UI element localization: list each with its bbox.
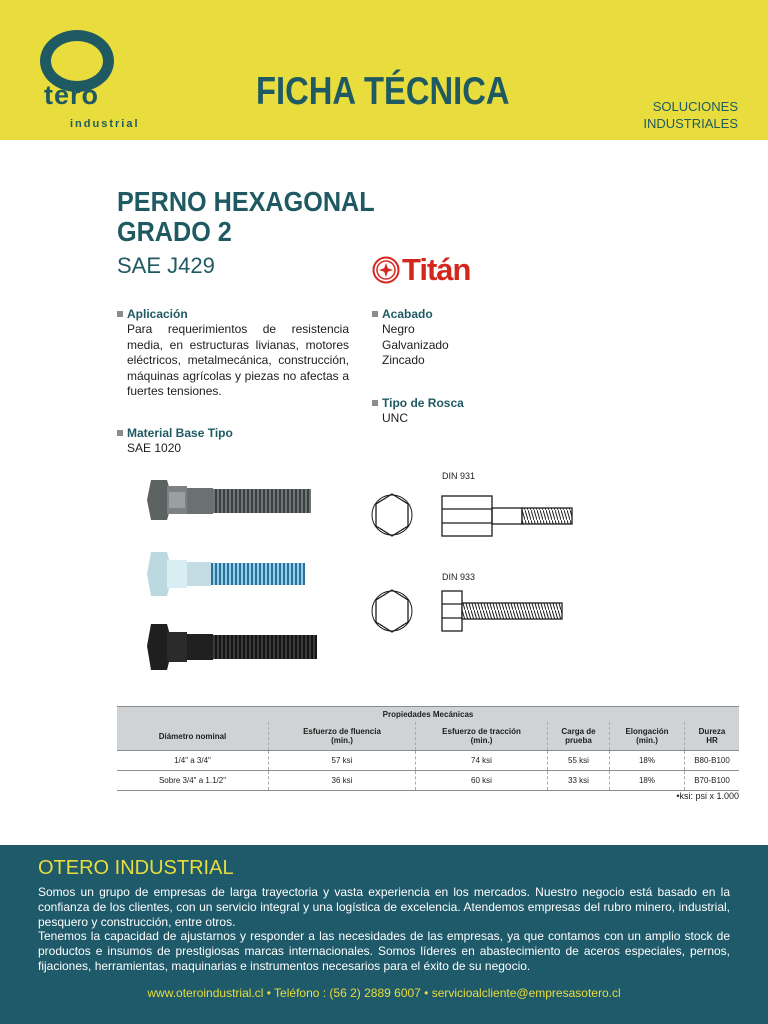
table-row bbox=[117, 751, 739, 771]
column-header: Diámetro nominal bbox=[117, 722, 269, 751]
table-cell: 18% bbox=[610, 771, 685, 791]
table-cell: 36 ksi bbox=[269, 771, 416, 791]
table-title: Propiedades Mecánicas bbox=[117, 707, 739, 723]
table-cell: 57 ksi bbox=[269, 751, 416, 771]
acabado-heading: Acabado bbox=[372, 307, 433, 322]
table-cell: Sobre 3/4" a 1.1/2" bbox=[117, 771, 269, 791]
tagline bbox=[598, 98, 738, 132]
bolt-galvanized-photo bbox=[147, 480, 311, 520]
technical-drawings bbox=[366, 470, 596, 670]
tagline-line2: INDUSTRIALES bbox=[643, 116, 738, 131]
acabado-list bbox=[382, 322, 449, 369]
table-cell: B70-B100 bbox=[685, 771, 740, 791]
column-header: Carga de prueba bbox=[548, 722, 610, 751]
table-cell: 18% bbox=[610, 751, 685, 771]
acabado-item: Zincado bbox=[382, 353, 425, 368]
titan-emblem-icon bbox=[372, 256, 400, 284]
bolt-photos bbox=[117, 474, 342, 684]
tagline-line1: SOLUCIONES bbox=[652, 99, 738, 114]
footer-contact[interactable]: www.oteroindustrial.cl • Teléfono : (56 2) 2889 6007 • servicioalcliente@empresasotero.cl bbox=[147, 986, 621, 1000]
column-header: Esfuerzo de fluencia (min.) bbox=[269, 722, 416, 751]
column-header: Elongación (min.) bbox=[610, 722, 685, 751]
page-title: FICHA TÉCNICA bbox=[256, 70, 510, 113]
bolt-zinc-photo bbox=[147, 552, 305, 596]
table-cell: 1/4" a 3/4" bbox=[117, 751, 269, 771]
product-standard: SAE J429 bbox=[117, 253, 215, 278]
bullet-square-icon bbox=[372, 400, 378, 406]
table-cell: 60 ksi bbox=[416, 771, 548, 791]
table-cell: B80-B100 bbox=[685, 751, 740, 771]
bullet-square-icon bbox=[117, 430, 123, 436]
otero-logo-industrial: industrial bbox=[70, 118, 140, 130]
acabado-item: Negro bbox=[382, 322, 415, 336]
footer-paragraph: Tenemos la capacidad de ajustarnos y responder a las necesidades de las empresas, ya que contamos con un amplio stock de productos e insumos de prestigiosas marcas internacionales. Somos líderes en abastecimiento de aceros especiales, pernos, fijaciones, herramientas, maquinarias e instrumentos necesarios para el éxito de su negocio. bbox=[38, 929, 730, 973]
rosca-heading: Tipo de Rosca bbox=[372, 396, 464, 411]
material-text: SAE 1020 bbox=[127, 441, 182, 455]
table-header-row bbox=[117, 722, 739, 751]
table-unit-note: •ksi: psi x 1.000 bbox=[676, 791, 739, 801]
material-heading: Material Base Tipo bbox=[117, 426, 233, 441]
aplicacion-heading: Aplicación bbox=[117, 307, 188, 322]
table-row bbox=[117, 771, 739, 791]
mechanical-properties-table bbox=[117, 706, 739, 791]
otero-logo-text: tero bbox=[44, 80, 100, 110]
product-title-line2: GRADO 2 bbox=[117, 216, 232, 247]
table-cell: 74 ksi bbox=[416, 751, 548, 771]
column-header: Dureza HR bbox=[685, 722, 740, 751]
aplicacion-text: Para requerimientos de resistencia media, en estructuras livianas, motores eléctricos, metalmecánica, construcción, máquinas agrícolas y piezas no afectas a fuertes tensiones. bbox=[127, 322, 349, 399]
acabado-item: Galvanizado bbox=[382, 337, 449, 352]
product-title-line1: PERNO HEXAGONAL bbox=[117, 186, 375, 217]
bullet-square-icon bbox=[117, 311, 123, 317]
footer-paragraph: Somos un grupo de empresas de larga trayectoria y vasta experiencia en los mercados. Nuestro negocio está basado en la confianza de los clientes, con un servicio integral y una logística de excelencia. Atendemos empresas del rubro minero, industrial, pesquero y construcción, entre otros. bbox=[38, 885, 730, 929]
table-cell: 33 ksi bbox=[548, 771, 610, 791]
product-title bbox=[117, 187, 375, 247]
table-cell: 55 ksi bbox=[548, 751, 610, 771]
bolt-black-photo bbox=[147, 624, 317, 670]
footer-title: OTERO INDUSTRIAL bbox=[38, 857, 234, 879]
din931-label: DIN 931 bbox=[442, 471, 476, 481]
rosca-text: UNC bbox=[382, 411, 408, 425]
column-header: Esfuerzo de tracción (min.) bbox=[416, 722, 548, 751]
din931-drawing bbox=[372, 494, 572, 536]
footer-description bbox=[38, 885, 730, 974]
bullet-square-icon bbox=[372, 311, 378, 317]
din933-drawing bbox=[372, 590, 562, 632]
titan-brand-name: Titán bbox=[402, 252, 471, 287]
din933-label: DIN 933 bbox=[442, 572, 476, 582]
